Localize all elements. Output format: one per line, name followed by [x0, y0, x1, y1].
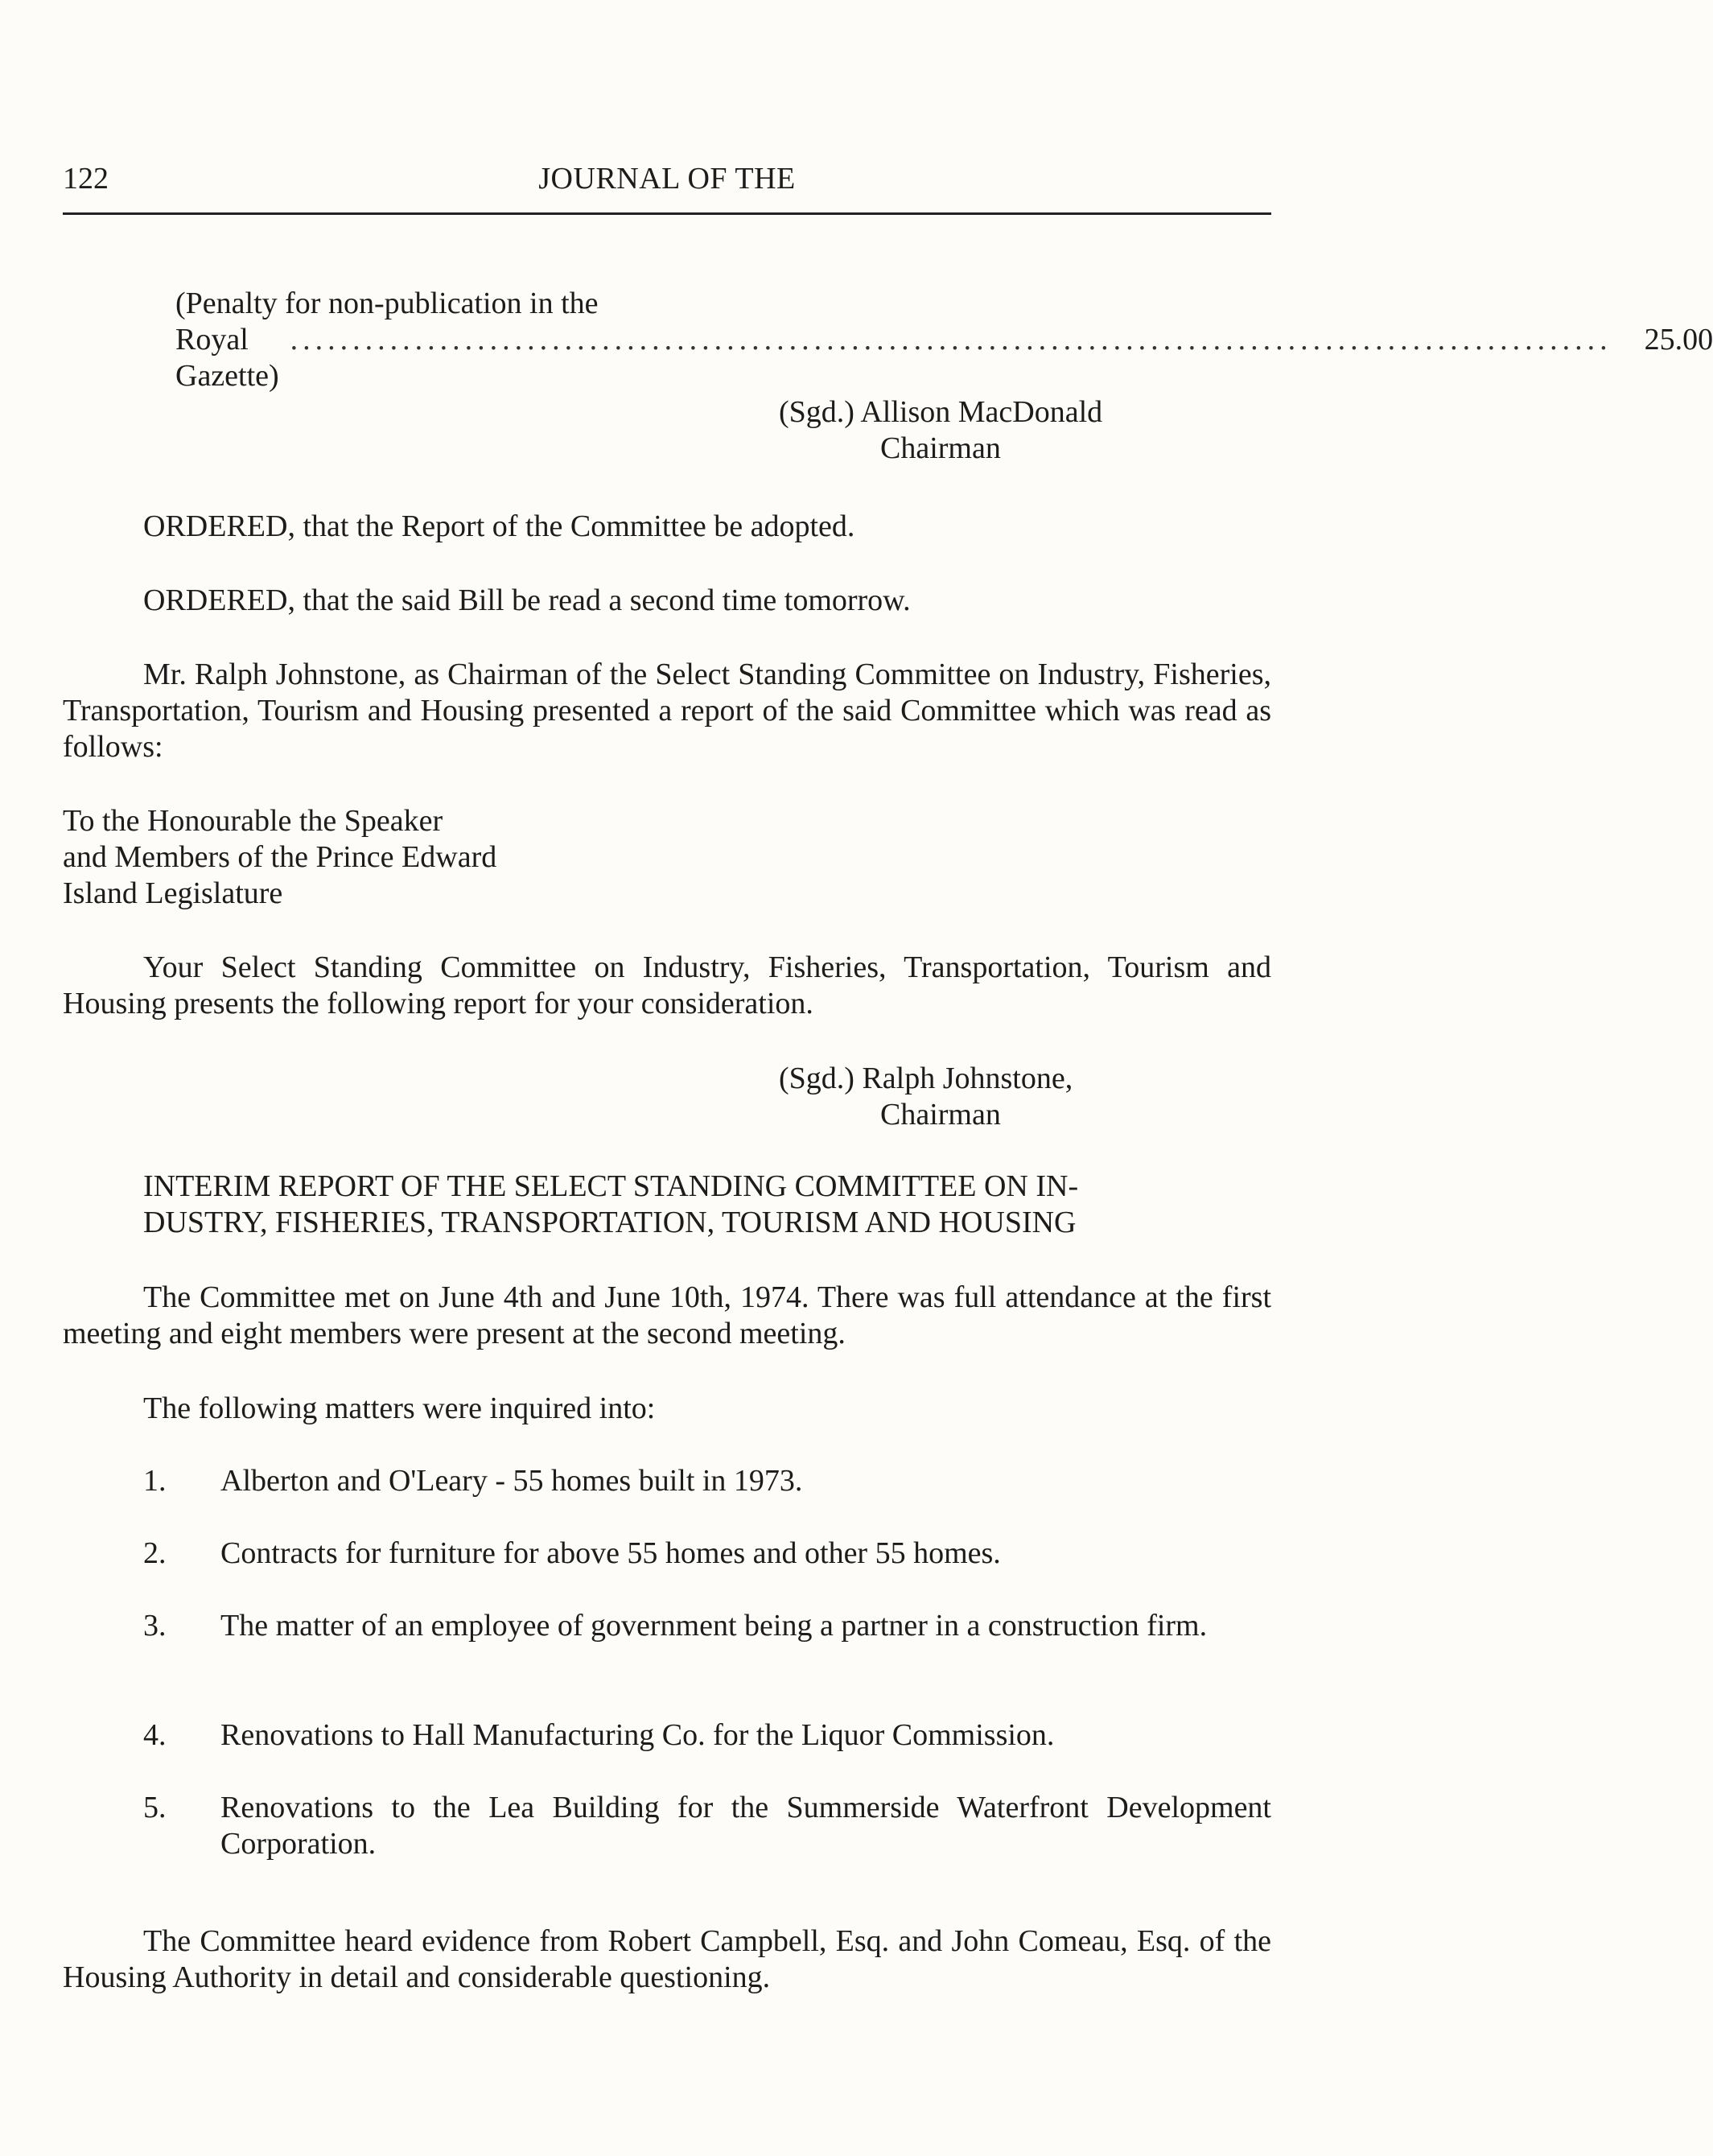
- address-line-2: and Members of the Prince Edward: [63, 840, 497, 874]
- list-item-text: Alberton and O'Leary - 55 homes built in 1973.: [220, 1464, 803, 1498]
- page-number: 122: [63, 162, 109, 196]
- penalty-entry: [175, 286, 1713, 394]
- list-item-text: The matter of an employee of government being a partner in a construction firm.: [220, 1609, 1208, 1643]
- list-item: [143, 1608, 1271, 1644]
- list-item-number: 4.: [143, 1718, 167, 1752]
- address-line-1: To the Honourable the Speaker: [63, 804, 443, 838]
- list-item: [143, 1717, 1271, 1754]
- signature-ralph-johnstone: [779, 1061, 1262, 1133]
- interim-report-heading: [143, 1169, 1271, 1241]
- meetings-paragraph: The Committee met on June 4th and June 10th, 1974. There was full attendance at the first meeting and eight members were present at the second meeting.: [63, 1280, 1271, 1350]
- list-item-number: 2.: [143, 1536, 167, 1570]
- list-item-text: Renovations to the Lea Building for the Summerside Waterfront Development Corporation.: [220, 1791, 1271, 1861]
- list-item-number: 3.: [143, 1609, 167, 1643]
- list-item: [143, 1790, 1271, 1862]
- address-block: [63, 803, 1271, 912]
- dot-leader: ..........................................................................................................: [290, 323, 1612, 357]
- running-title: JOURNAL OF THE: [538, 162, 796, 196]
- penalty-line-2: [175, 322, 1713, 394]
- penalty-amount: 25.00: [1644, 323, 1713, 357]
- heading-line-2: DUSTRY, FISHERIES, TRANSPORTATION, TOURISM AND HOUSING: [143, 1206, 1077, 1239]
- header-rule: [63, 212, 1271, 215]
- address-line-3: Island Legislature: [63, 876, 283, 910]
- report-intro-paragraph: Your Select Standing Committee on Industry, Fisheries, Transportation, Tourism and Housing presents the following report for your consideration.: [63, 950, 1271, 1020]
- signature-title: Chairman: [880, 431, 1001, 465]
- list-item-text: Contracts for furniture for above 55 homes and other 55 homes.: [220, 1536, 1001, 1570]
- signature-name: (Sgd.) Ralph Johnstone,: [779, 1062, 1073, 1095]
- evidence-paragraph: The Committee heard evidence from Robert Campbell, Esq. and John Comeau, Esq. of the Housing Authority in detail and considerable questioning.: [63, 1924, 1271, 1994]
- heading-line-1: INTERIM REPORT OF THE SELECT STANDING COMMITTEE ON IN-: [143, 1169, 1079, 1203]
- signature-name: (Sgd.) Allison MacDonald: [779, 395, 1103, 429]
- penalty-line-1: (Penalty for non-publication in the: [175, 287, 599, 320]
- ordered-second-reading: ORDERED, that the said Bill be read a second time tomorrow.: [143, 583, 911, 617]
- list-item-number: 5.: [143, 1791, 167, 1824]
- penalty-label: Royal Gazette): [175, 323, 279, 393]
- page-header: [63, 161, 1271, 200]
- presentation-paragraph: Mr. Ralph Johnstone, as Chairman of the Select Standing Committee on Industry, Fisheries, Transportation, Tourism and Housing presented a report of the said Committee which was read as follows:: [63, 658, 1271, 764]
- signature-allison-macdonald: [779, 394, 1262, 467]
- ordered-report-adopted: ORDERED, that the Report of the Committee be adopted.: [143, 509, 855, 543]
- signature-title: Chairman: [880, 1098, 1001, 1132]
- matters-intro: The following matters were inquired into:: [143, 1391, 656, 1425]
- list-item-number: 1.: [143, 1464, 167, 1498]
- list-item-text: Renovations to Hall Manufacturing Co. for the Liquor Commission.: [220, 1718, 1055, 1752]
- list-item: [143, 1463, 1271, 1499]
- list-item: [143, 1536, 1271, 1572]
